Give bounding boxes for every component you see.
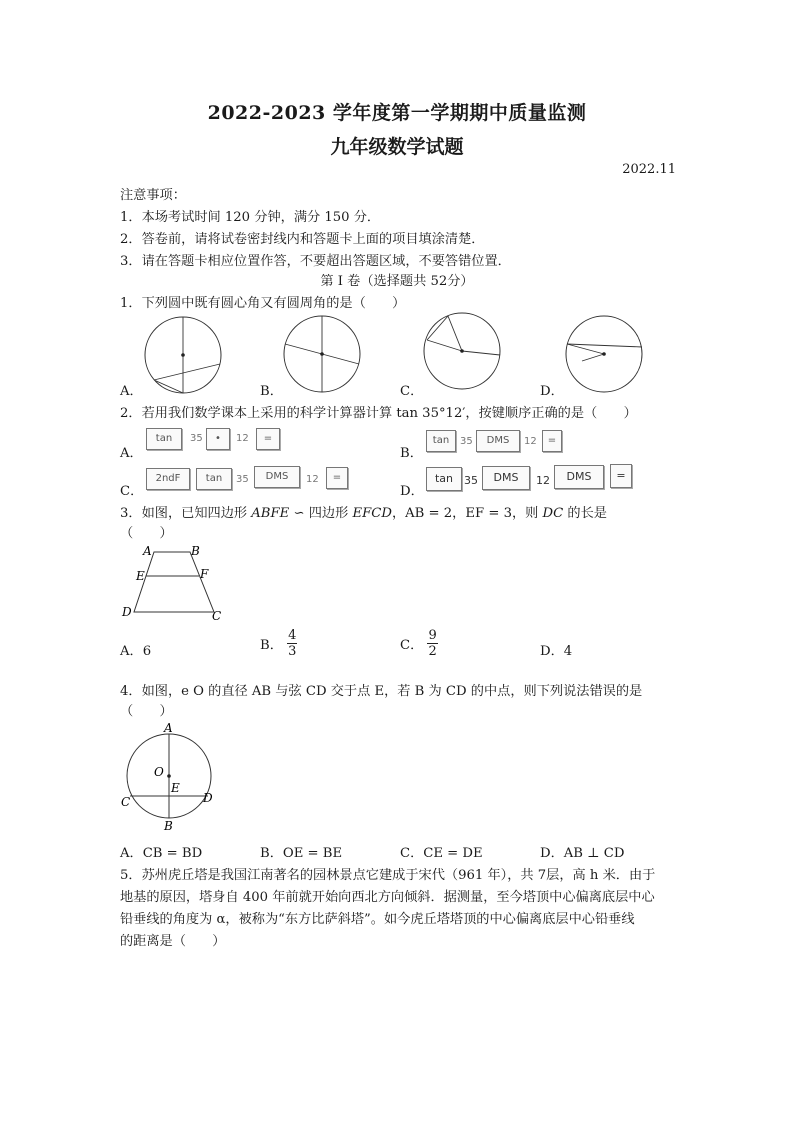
q2-option-c-label: C． <box>120 484 144 499</box>
q1-stem: 1．下列圆中既有圆心角又有圆周角的是（ ） <box>120 296 406 311</box>
q3-option-c: C． $\frac{9}{2}$ <box>400 628 437 659</box>
q5-line-4: 的距离是（ ） <box>120 934 226 949</box>
key-equals: = <box>542 430 562 452</box>
key-12: 12 <box>524 436 537 447</box>
key-12: 12 <box>536 474 550 487</box>
key-tan: tan <box>426 430 456 452</box>
key-35: 35 <box>236 474 249 485</box>
q3-label-e: E <box>136 569 145 583</box>
q1-circle-b <box>280 312 370 394</box>
q4-label-o: O <box>154 765 164 779</box>
q2-option-d-label: D． <box>400 484 424 499</box>
q3-option-a: A．6 <box>120 644 152 659</box>
key-35: 35 <box>190 433 203 444</box>
key-35: 35 <box>464 474 478 487</box>
key-equals: = <box>256 428 280 450</box>
q2-stem: 2．若用我们数学课本上采用的科学计算器计算 tan 35°12′，按键顺序正确的是（ ） <box>120 406 637 421</box>
q4-label-e: E <box>171 781 180 795</box>
q4-answer-paren: （ ） <box>120 704 173 719</box>
key-dms: DMS <box>254 466 300 488</box>
notes-heading: 注意事项： <box>120 188 186 203</box>
q3-label-b: B <box>191 544 200 558</box>
q3-label-f: F <box>200 567 209 581</box>
key-tan: tan <box>196 468 232 490</box>
exam-title: 2022-2023 学年度第一学期期中质量监测 <box>207 102 587 124</box>
key-equals: = <box>326 467 348 489</box>
q5-line-1: 5．苏州虎丘塔是我国江南著名的园林景点它建成于宋代（961 年），共 7层，高 h 米．由于 <box>120 868 656 883</box>
q1-option-b-label: B． <box>260 384 283 399</box>
q1-circle-d <box>562 314 652 396</box>
key-12: 12 <box>306 474 319 485</box>
note-item-3: 3．请在答题卡相应位置作答，不要超出答题区域，不要答错位置． <box>120 254 511 269</box>
key-tan: tan <box>426 467 462 491</box>
q5-line-2: 地基的原因，塔身自 400 年前就开始向西北方向倾斜．据测量，至今塔顶中心偏离底层中心 <box>120 890 655 905</box>
key-2ndf: 2ndF <box>146 468 190 490</box>
q4-option-a: A．CB = BD <box>120 846 203 861</box>
q4-option-b: B．OE = BE <box>260 846 343 861</box>
q3-option-d: D．4 <box>540 644 573 659</box>
q1-circle-a <box>140 312 230 394</box>
q1-option-a-label: A． <box>120 384 143 399</box>
section-title: 第 I 卷（选择题共 52分） <box>320 274 474 289</box>
q4-label-a: A <box>164 721 173 735</box>
q4-circle-figure <box>116 720 226 832</box>
q3-label-d: D <box>122 605 132 619</box>
q3-label-a: A <box>143 544 152 558</box>
q1-option-c-label: C． <box>400 384 424 399</box>
q3-label-c: C <box>212 609 222 623</box>
note-item-2: 2．答卷前，请将试卷密封线内和答题卡上面的项目填涂清楚． <box>120 232 485 247</box>
q5-line-3: 铅垂线的角度为 α，被称为“东方比萨斜塔”。如今虎丘塔塔顶的中心偏离底层中心铅垂线 <box>120 912 635 927</box>
q4-stem: 4．如图，e O 的直径 AB 与弦 CD 交于点 E，若 B 为 CD 的中点，则下列说法错误的是 <box>120 684 643 699</box>
key-tan: tan <box>146 428 182 450</box>
q3-answer-paren: （ ） <box>120 526 173 541</box>
q3-trapezoid-figure <box>118 542 228 626</box>
exam-date: 2022.11 <box>622 162 676 177</box>
q2-option-b-label: B． <box>400 446 423 461</box>
q2-option-a-label: A． <box>120 446 143 461</box>
q1-option-d-label: D． <box>540 384 564 399</box>
q4-label-c: C <box>121 795 131 809</box>
q4-option-d: D．AB ⊥ CD <box>540 846 625 861</box>
exam-subtitle: 九年级数学试题 <box>330 136 464 158</box>
key-equals: = <box>610 464 632 488</box>
q3-option-b: B． $\frac{4}{3}$ <box>260 628 297 659</box>
q4-label-b: B <box>164 819 173 832</box>
key-dms: DMS <box>482 466 530 490</box>
key-dms: DMS <box>476 430 520 452</box>
q1-circle-c <box>420 310 510 392</box>
q4-option-c: C．CE = DE <box>400 846 483 861</box>
key-dms: DMS <box>554 465 604 489</box>
key-dot: • <box>206 428 230 450</box>
note-item-1: 1．本场考试时间 120 分钟，满分 150 分． <box>120 210 381 225</box>
key-35: 35 <box>460 436 473 447</box>
q3-stem: 3．如图，已知四边形 ABFE ∽ 四边形 EFCD，AB = 2，EF = 3，则 DC 的长是 <box>120 506 607 521</box>
key-12: 12 <box>236 433 249 444</box>
q4-label-d: D <box>203 791 213 805</box>
